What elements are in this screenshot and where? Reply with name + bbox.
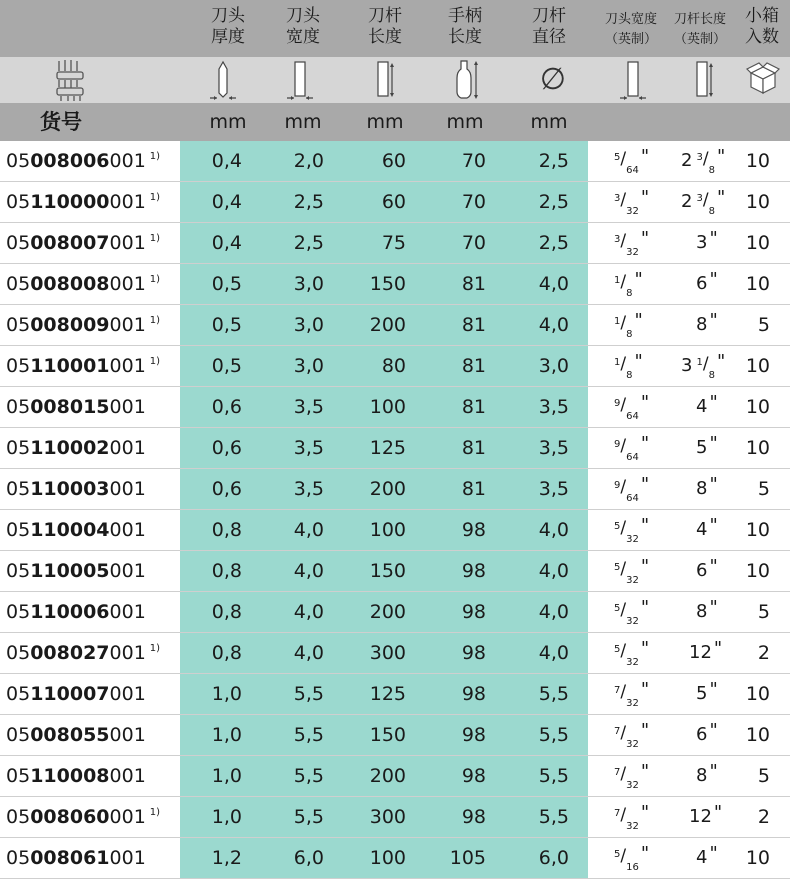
blade-thickness: 1,0 [211, 683, 242, 705]
blade-thickness: 0,8 [211, 560, 242, 582]
code-prefix: 05 [6, 232, 31, 254]
table-row [0, 756, 790, 797]
code-prefix: 05 [6, 847, 31, 869]
table-row [0, 223, 790, 264]
header-handle-length: 手柄 长度 [448, 6, 482, 47]
code-core: 008008 [30, 273, 110, 295]
code-core: 008055 [30, 724, 110, 746]
footnote-mark: 1) [149, 151, 161, 162]
shaft-length-inch: 4 " [696, 515, 718, 540]
footnote-mark: 1) [149, 192, 161, 203]
shaft-length: 60 [381, 150, 406, 172]
blade-width-inch-icon [618, 57, 648, 103]
footnote-mark: 1) [149, 807, 161, 818]
shaft-diameter: 4,0 [538, 560, 569, 582]
header-blade-thickness: 刀头 厚度 [211, 6, 245, 47]
table-row [0, 346, 790, 387]
box-quantity: 5 [757, 601, 770, 623]
blade-width: 3,0 [293, 273, 324, 295]
shaft-length: 300 [369, 642, 406, 664]
article-number [6, 674, 146, 714]
shaft-diameter: 2,5 [538, 191, 569, 213]
code-suffix: 001 [109, 806, 146, 828]
blade-width-inch: $^1/_8$" [614, 269, 643, 299]
blade-thickness: 0,6 [211, 478, 242, 500]
shaft-length-inch: 12 " [689, 802, 723, 827]
shaft-length-inch: 8 " [696, 597, 718, 622]
shaft-length: 100 [369, 396, 406, 418]
blade-thickness: 1,2 [211, 847, 242, 869]
header-blade-width: 刀头 宽度 [286, 6, 320, 47]
blade-width-inch: $^3/_{32}$" [614, 228, 650, 258]
code-core: 008009 [30, 314, 110, 336]
blade-width: 6,0 [293, 847, 324, 869]
blade-thickness: 0,8 [211, 519, 242, 541]
table-row [0, 469, 790, 510]
blade-width: 4,0 [293, 560, 324, 582]
box-quantity: 10 [745, 724, 770, 746]
shaft-length-inch: 5 " [696, 679, 718, 704]
code-prefix: 05 [6, 642, 31, 664]
table-body [0, 141, 790, 879]
box-quantity: 10 [745, 273, 770, 295]
blade-width-inch: $^7/_{32}$" [614, 720, 650, 750]
shaft-diameter: 6,0 [538, 847, 569, 869]
box-quantity: 10 [745, 232, 770, 254]
handle-length: 98 [461, 601, 486, 623]
shaft-length: 200 [369, 314, 406, 336]
code-prefix: 05 [6, 191, 31, 213]
blade-thickness: 1,0 [211, 806, 242, 828]
blade-width: 3,5 [293, 396, 324, 418]
code-core: 110007 [30, 683, 110, 705]
code-suffix: 001 [109, 191, 146, 213]
article-number [6, 510, 146, 550]
code-prefix: 05 [6, 806, 31, 828]
handle-length: 81 [461, 355, 486, 377]
code-core: 110008 [30, 765, 110, 787]
handle-length: 81 [461, 314, 486, 336]
blade-thickness: 0,8 [211, 642, 242, 664]
article-number [6, 305, 160, 345]
handle-length: 70 [461, 150, 486, 172]
blade-thickness: 0,5 [211, 273, 242, 295]
table-row [0, 264, 790, 305]
blade-width: 3,5 [293, 437, 324, 459]
code-suffix: 001 [109, 560, 146, 582]
blade-width-inch: $^7/_{32}$" [614, 802, 650, 832]
handle-length: 98 [461, 519, 486, 541]
article-number [6, 346, 160, 386]
box-quantity: 10 [745, 437, 770, 459]
code-suffix: 001 [109, 765, 146, 787]
code-prefix: 05 [6, 437, 31, 459]
shaft-length: 200 [369, 765, 406, 787]
shaft-diameter: 4,0 [538, 601, 569, 623]
table-row [0, 551, 790, 592]
code-prefix: 05 [6, 314, 31, 336]
box-quantity: 10 [745, 683, 770, 705]
blade-width-inch: $^9/_{64}$" [614, 392, 650, 422]
box-quantity: 5 [757, 314, 770, 336]
footnote-mark: 1) [149, 356, 161, 367]
box-quantity: 10 [745, 519, 770, 541]
blade-thickness: 0,5 [211, 314, 242, 336]
shaft-diameter: 4,0 [538, 519, 569, 541]
article-number [6, 223, 160, 263]
shaft-length: 75 [381, 232, 406, 254]
blade-width-inch: $^3/_{32}$" [614, 187, 650, 217]
blade-width-inch: $^5/_{32}$" [614, 638, 650, 668]
header-shaft-length: 刀杆 长度 [368, 6, 402, 47]
box-quantity: 5 [757, 478, 770, 500]
shaft-diameter: 3,5 [538, 437, 569, 459]
shaft-diameter: 4,0 [538, 314, 569, 336]
shaft-length: 100 [369, 847, 406, 869]
box-quantity: 10 [745, 560, 770, 582]
code-core: 110003 [30, 478, 110, 500]
box-quantity: 2 [757, 806, 770, 828]
shaft-diameter: 2,5 [538, 232, 569, 254]
shaft-diameter: 4,0 [538, 642, 569, 664]
blade-thickness-icon [208, 57, 238, 103]
unit-blade-width: mm [284, 111, 322, 133]
header-shaft-length-inch: 刀杆长度 （英制） [673, 12, 726, 47]
blade-width-inch: $^9/_{64}$" [614, 433, 650, 463]
shaft-length: 150 [369, 273, 406, 295]
code-core: 110004 [30, 519, 110, 541]
shaft-length: 125 [369, 683, 406, 705]
blade-width-icon [285, 57, 315, 103]
article-number [6, 182, 160, 222]
footnote-mark: 1) [149, 315, 161, 326]
blade-width: 3,0 [293, 314, 324, 336]
blade-width: 5,5 [293, 765, 324, 787]
article-number [6, 633, 160, 673]
shaft-diameter: 2,5 [538, 150, 569, 172]
table-row [0, 182, 790, 223]
shaft-diameter: 3,5 [538, 478, 569, 500]
header-box-qty: 小箱 入数 [745, 6, 779, 47]
shaft-length-inch: 8 " [696, 474, 718, 499]
shaft-diameter: 5,5 [538, 806, 569, 828]
blade-width-inch: $^9/_{64}$" [614, 474, 650, 504]
box-quantity: 10 [745, 150, 770, 172]
handle-length: 70 [461, 232, 486, 254]
blade-width: 5,5 [293, 683, 324, 705]
handle-length: 98 [461, 806, 486, 828]
blade-width: 4,0 [293, 519, 324, 541]
code-prefix: 05 [6, 478, 31, 500]
table-row [0, 633, 790, 674]
box-quantity: 5 [757, 765, 770, 787]
code-prefix: 05 [6, 150, 31, 172]
shaft-length: 80 [381, 355, 406, 377]
article-number [6, 756, 146, 796]
blade-width-inch: $^5/_{64}$" [614, 146, 650, 176]
blade-width: 4,0 [293, 642, 324, 664]
article-number [6, 387, 146, 427]
shaft-diameter: 4,0 [538, 273, 569, 295]
header-blade-width-inch: 刀头宽度 （英制） [604, 12, 657, 47]
shaft-length-inch: 12 " [689, 638, 723, 663]
table-row [0, 715, 790, 756]
shaft-length: 125 [369, 437, 406, 459]
shaft-length-inch: 6 " [696, 720, 718, 745]
box-quantity: 10 [745, 847, 770, 869]
code-prefix: 05 [6, 683, 31, 705]
header-shaft-diameter: 刀杆 直径 [532, 6, 566, 47]
table-row [0, 797, 790, 838]
handle-length: 105 [449, 847, 486, 869]
blade-width-inch: $^1/_8$" [614, 310, 643, 340]
code-prefix: 05 [6, 519, 31, 541]
blade-width-inch: $^5/_{16}$" [614, 843, 650, 873]
code-prefix: 05 [6, 601, 31, 623]
shaft-length-inch-icon [688, 57, 718, 103]
unit-shaft-diameter: mm [530, 111, 568, 133]
code-core: 110001 [30, 355, 110, 377]
code-prefix: 05 [6, 396, 31, 418]
code-suffix: 001 [109, 683, 146, 705]
article-number [6, 141, 160, 181]
table-row [0, 510, 790, 551]
footnote-mark: 1) [149, 274, 161, 285]
blade-width-inch: $^7/_{32}$" [614, 761, 650, 791]
table-row [0, 428, 790, 469]
article-number [6, 715, 146, 755]
blade-thickness: 0,6 [211, 396, 242, 418]
blade-width: 4,0 [293, 601, 324, 623]
code-label: 货号 [40, 110, 82, 134]
joints-icon [50, 57, 90, 103]
article-number [6, 797, 160, 837]
code-suffix: 001 [109, 273, 146, 295]
code-core: 110002 [30, 437, 110, 459]
footnote-mark: 1) [149, 233, 161, 244]
code-core: 008061 [30, 847, 110, 869]
table-row [0, 305, 790, 346]
shaft-length-inch: 8 " [696, 761, 718, 786]
code-suffix: 001 [109, 642, 146, 664]
shaft-diameter: 5,5 [538, 724, 569, 746]
code-prefix: 05 [6, 724, 31, 746]
blade-width-inch: $^7/_{32}$" [614, 679, 650, 709]
shaft-length-inch: 4 " [696, 843, 718, 868]
code-core: 110006 [30, 601, 110, 623]
shaft-length-inch: 5 " [696, 433, 718, 458]
code-core: 110005 [30, 560, 110, 582]
code-core: 008006 [30, 150, 110, 172]
code-core: 008015 [30, 396, 110, 418]
shaft-diameter: 5,5 [538, 683, 569, 705]
unit-blade-thickness: mm [209, 111, 247, 133]
blade-width-inch: $^1/_8$" [614, 351, 643, 381]
shaft-length: 300 [369, 806, 406, 828]
box-quantity: 2 [757, 642, 770, 664]
handle-length: 98 [461, 642, 486, 664]
shaft-length-inch: 6 " [696, 556, 718, 581]
article-number [6, 592, 146, 632]
code-suffix: 001 [109, 478, 146, 500]
handle-length: 98 [461, 560, 486, 582]
shaft-length: 200 [369, 478, 406, 500]
shaft-length-inch: 8 " [696, 310, 718, 335]
shaft-diameter: 3,0 [538, 355, 569, 377]
blade-thickness: 1,0 [211, 724, 242, 746]
shaft-length-inch: 2 $^3/_8$" [681, 146, 726, 176]
shaft-length-inch: 6 " [696, 269, 718, 294]
code-suffix: 001 [109, 847, 146, 869]
article-number [6, 551, 146, 591]
blade-width: 2,5 [293, 232, 324, 254]
blade-thickness: 0,4 [211, 232, 242, 254]
code-prefix: 05 [6, 355, 31, 377]
box-quantity: 10 [745, 191, 770, 213]
shaft-diameter: 5,5 [538, 765, 569, 787]
shaft-length-inch: 3 $^1/_8$" [681, 351, 726, 381]
code-suffix: 001 [109, 396, 146, 418]
code-core: 008060 [30, 806, 110, 828]
article-number [6, 428, 146, 468]
blade-thickness: 1,0 [211, 765, 242, 787]
handle-length: 70 [461, 191, 486, 213]
shaft-length: 150 [369, 560, 406, 582]
blade-width-inch: $^5/_{32}$" [614, 556, 650, 586]
article-number [6, 838, 146, 878]
table-row [0, 674, 790, 715]
code-suffix: 001 [109, 314, 146, 336]
handle-length: 98 [461, 765, 486, 787]
handle-length: 81 [461, 273, 486, 295]
box-quantity: 10 [745, 355, 770, 377]
code-suffix: 001 [109, 150, 146, 172]
handle-length: 81 [461, 437, 486, 459]
code-prefix: 05 [6, 560, 31, 582]
table-row [0, 838, 790, 879]
code-suffix: 001 [109, 232, 146, 254]
shaft-length-inch: 2 $^3/_8$" [681, 187, 726, 217]
blade-thickness: 0,6 [211, 437, 242, 459]
article-number [6, 264, 160, 304]
table-row [0, 141, 790, 182]
handle-length-icon [449, 57, 479, 103]
code-suffix: 001 [109, 519, 146, 541]
blade-width: 5,5 [293, 724, 324, 746]
shaft-length-icon [369, 57, 399, 103]
handle-length: 98 [461, 724, 486, 746]
handle-length: 81 [461, 478, 486, 500]
code-suffix: 001 [109, 724, 146, 746]
unit-handle-length: mm [446, 111, 484, 133]
code-prefix: 05 [6, 273, 31, 295]
blade-thickness: 0,5 [211, 355, 242, 377]
article-number [6, 469, 146, 509]
table-row [0, 592, 790, 633]
shaft-length: 150 [369, 724, 406, 746]
blade-thickness: 0,4 [211, 191, 242, 213]
shaft-length: 200 [369, 601, 406, 623]
handle-length: 98 [461, 683, 486, 705]
shaft-length: 60 [381, 191, 406, 213]
table-row [0, 387, 790, 428]
code-core: 110000 [30, 191, 110, 213]
unit-shaft-length: mm [366, 111, 404, 133]
shaft-diameter: 3,5 [538, 396, 569, 418]
diameter-icon: ∅ [539, 62, 567, 97]
code-suffix: 001 [109, 601, 146, 623]
code-core: 008027 [30, 642, 110, 664]
shaft-length-inch: 3 " [696, 228, 718, 253]
box-icon [745, 57, 781, 103]
code-prefix: 05 [6, 765, 31, 787]
shaft-length: 100 [369, 519, 406, 541]
blade-width: 2,5 [293, 191, 324, 213]
blade-width-inch: $^5/_{32}$" [614, 515, 650, 545]
code-suffix: 001 [109, 437, 146, 459]
footnote-mark: 1) [149, 643, 161, 654]
blade-width: 5,5 [293, 806, 324, 828]
box-quantity: 10 [745, 396, 770, 418]
blade-width: 3,5 [293, 478, 324, 500]
blade-width: 2,0 [293, 150, 324, 172]
blade-width-inch: $^5/_{32}$" [614, 597, 650, 627]
code-core: 008007 [30, 232, 110, 254]
shaft-length-inch: 4 " [696, 392, 718, 417]
blade-width: 3,0 [293, 355, 324, 377]
code-suffix: 001 [109, 355, 146, 377]
blade-thickness: 0,8 [211, 601, 242, 623]
blade-thickness: 0,4 [211, 150, 242, 172]
handle-length: 81 [461, 396, 486, 418]
